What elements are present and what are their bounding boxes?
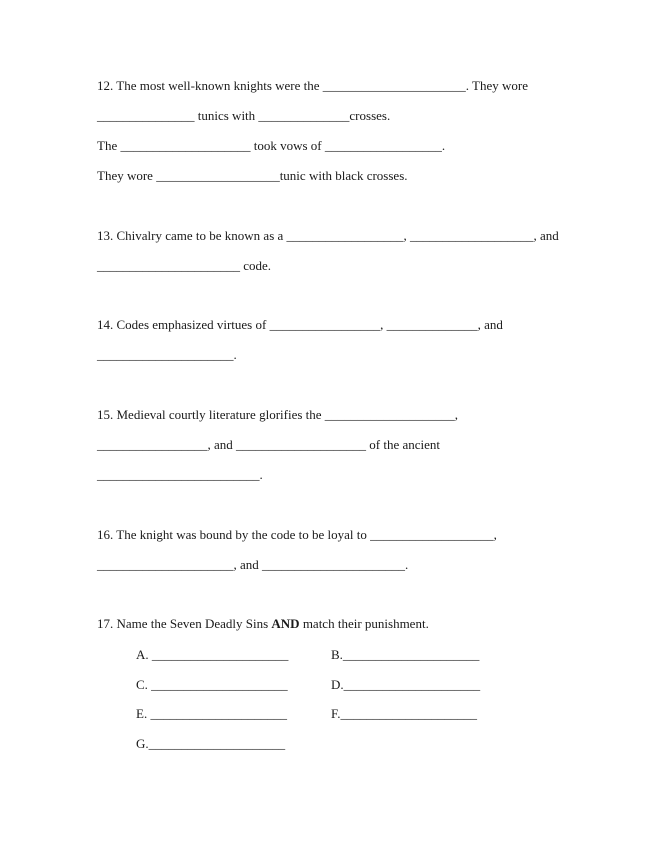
answer-blank-e: E. _____________________: [136, 706, 287, 721]
question-12-line-4: They wore ___________________tunic with black crosses.: [97, 168, 408, 183]
question-14-line-2: _____________________.: [97, 347, 237, 362]
question-15-line-3: _________________________.: [97, 467, 263, 482]
question-17-prompt: [97, 616, 429, 632]
question-12-line-2: _______________ tunics with ______________crosses.: [97, 108, 391, 123]
answer-blank-b: B._____________________: [331, 647, 480, 662]
question-17-suffix: match their punishment.: [299, 616, 429, 631]
answer-blank-f: F._____________________: [331, 706, 477, 721]
question-15-line-2: _________________, and ____________________ of the ancient: [97, 437, 441, 452]
question-12-line-3: The ____________________ took vows of __________________.: [97, 138, 446, 153]
question-15-line-1: 15. Medieval courtly literature glorifies the ____________________,: [97, 407, 459, 422]
question-16-line-2: _____________________, and ______________________.: [97, 557, 409, 572]
question-13-line-1: 13. Chivalry came to be known as a __________________, ___________________, and: [97, 228, 559, 243]
question-13-line-2: ______________________ code.: [97, 258, 272, 273]
question-14-line-1: 14. Codes emphasized virtues of _________________, ______________, and: [97, 317, 503, 332]
answer-blank-a: A. _____________________: [136, 647, 289, 662]
question-12-line-1: 12. The most well-known knights were the ______________________. They wore: [97, 78, 528, 93]
answer-blank-g: G._____________________: [136, 736, 286, 751]
question-17-emphasis: AND: [271, 616, 300, 631]
answer-blank-d: D._____________________: [331, 677, 481, 692]
question-16-line-1: 16. The knight was bound by the code to be loyal to ___________________,: [97, 527, 497, 542]
answer-blank-c: C. _____________________: [136, 677, 288, 692]
question-17-prefix: 17. Name the Seven Deadly Sins: [97, 616, 272, 631]
